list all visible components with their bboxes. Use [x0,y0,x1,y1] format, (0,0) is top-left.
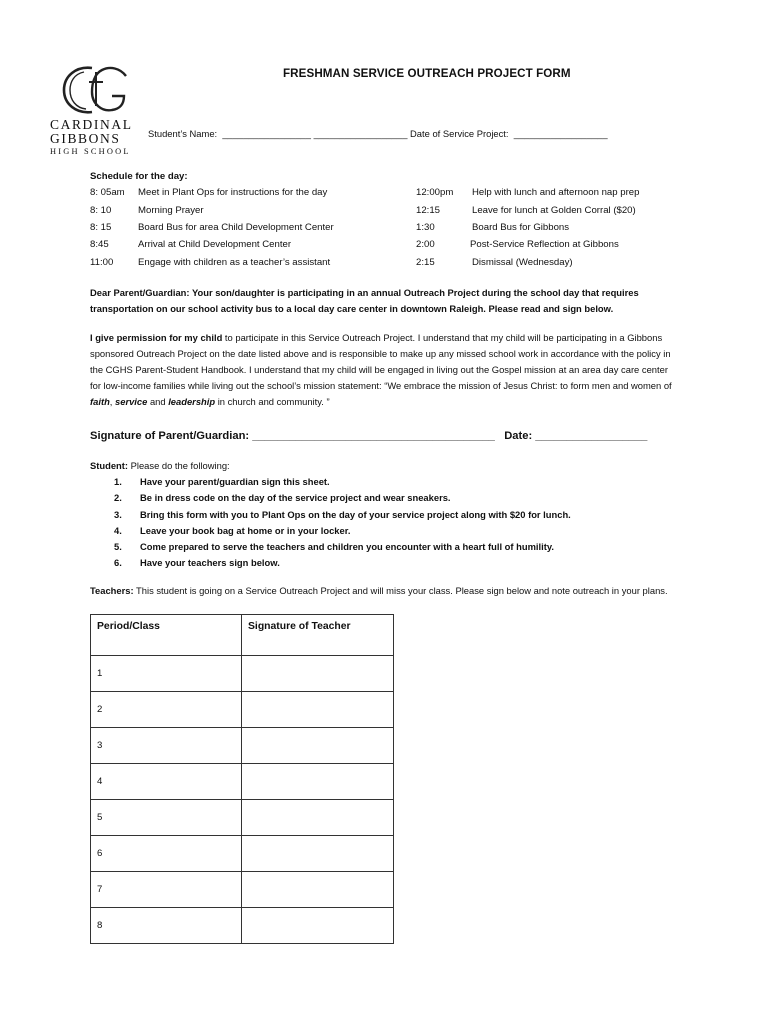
signature-cell[interactable] [242,656,394,692]
permission-paragraph [90,330,680,410]
parent-signature-line[interactable]: Signature of Parent/Guardian: _______________________________________ Date: __________________ [90,430,648,442]
step-text: Leave your book bag at home or in your locker. [140,524,351,536]
schedule-desc: Dismissal (Wednesday) [472,257,573,268]
period-cell: 8 [91,908,242,944]
schedule-desc: Meet in Plant Ops for instructions for the day [138,187,328,198]
step-text: Be in dress code on the day of the service project and wear sneakers. [140,492,451,504]
step-number: 6. [114,557,122,569]
step-text: Bring this form with you to Plant Ops on the day of your service project along with $20 for lunch. [140,508,571,520]
schedule-desc: Arrival at Child Development Center [138,239,292,250]
permission-closing: in church and community. ” [215,396,330,407]
period-cell: 1 [91,656,242,692]
signature-cell[interactable] [242,692,394,728]
schedule-desc: Help with lunch and afternoon nap prep [472,187,640,198]
signature-cell[interactable] [242,728,394,764]
list-item [90,490,571,506]
schedule-time: 8: 05am [90,187,125,198]
schedule-time: 2:15 [416,257,435,268]
cg-cross-emblem-icon [58,62,130,118]
logo-text-gibbons: GIBBONS [50,131,121,146]
student-name-date-line: Student’s Name: _________________ __________________ Date of Service Project: __________________ [148,128,608,139]
period-cell: 7 [91,872,242,908]
schedule-desc: Engage with children as a teacher’s assistant [138,257,331,268]
step-number: 1. [114,476,122,488]
schedule-desc: Post-Service Reflection at Gibbons [470,239,619,250]
teachers-note [90,583,680,599]
table-row [91,800,394,836]
mission-separator: , [109,396,116,407]
teacher-signature-table [90,614,394,944]
schedule-desc: Board Bus for Gibbons [472,222,570,233]
signature-cell[interactable] [242,872,394,908]
school-logo [50,62,142,157]
schedule-time: 8: 10 [90,205,112,216]
teachers-text: This student is going on a Service Outreach Project and will miss your class. Please sign below and note outreach in your plans. [133,585,668,596]
table-row [91,692,394,728]
period-cell: 3 [91,728,242,764]
schedule-time: 2:00 [416,239,435,250]
mission-word-faith: faith [90,396,110,407]
list-item [90,539,571,555]
step-number: 5. [114,541,122,553]
list-item [90,523,571,539]
list-item [90,555,571,571]
student-instructions [90,458,571,571]
permission-body: to participate in this Service Outreach Project. I understand that my child will be participating in a Gibbons sponsored Outreach Project on the date listed above and is responsible to make up any missed school work in accordance with the policy in the CGHS Parent-Student Handbook. I understand that my child will be engaged in living out the Gospel mission at an area day care center for low-income families while living out the school’s mission statement: “We embrace the mission of Jesus Christ: to form men and women of [90,332,672,391]
column-header-period: Period/Class [91,615,242,656]
schedule-time: 8:45 [90,239,109,250]
form-title: FRESHMAN SERVICE OUTREACH PROJECT FORM [283,67,571,80]
schedule-time: 12:00pm [416,187,454,198]
period-cell: 6 [91,836,242,872]
schedule-time: 12:15 [416,205,441,216]
schedule-heading: Schedule for the day: [90,171,188,182]
table-row [91,656,394,692]
logo-text-high-school: HIGH SCHOOL [50,147,131,156]
table-row [91,872,394,908]
student-intro: Please do the following: [128,460,230,471]
permission-lead: I give permission for my child [90,332,223,343]
student-label: Student: [90,460,129,471]
signature-cell[interactable] [242,800,394,836]
table-row [91,728,394,764]
schedule-time: 11:00 [90,257,114,268]
step-text: Come prepared to serve the teachers and children you encounter with a heart full of humility. [140,541,554,553]
schedule-desc: Board Bus for area Child Development Center [138,222,334,233]
period-cell: 5 [91,800,242,836]
step-number: 4. [114,524,122,536]
list-item [90,474,571,490]
logo-text-cardinal: CARDINAL [50,117,133,132]
signature-cell[interactable] [242,836,394,872]
table-row [91,836,394,872]
step-number: 2. [114,492,122,504]
mission-separator: and [147,396,169,407]
table-row [91,908,394,944]
schedule-desc: Morning Prayer [138,205,204,216]
table-header-row [91,615,394,656]
mission-word-service: service [115,396,148,407]
schedule-time: 8: 15 [90,222,112,233]
signature-cell[interactable] [242,764,394,800]
schedule-time: 1:30 [416,222,435,233]
parent-notice: Dear Parent/Guardian: Your son/daughter is participating in an annual Outreach Project during the school day that requires transportation on our school activity bus to a local day care center in downtown Raleigh. Please read and sign below. [90,287,639,314]
column-header-signature: Signature of Teacher [242,615,394,656]
step-text: Have your teachers sign below. [140,557,280,569]
mission-word-leadership: leadership [168,396,216,407]
signature-cell[interactable] [242,908,394,944]
step-text: Have your parent/guardian sign this sheet. [140,476,330,488]
table-row [91,764,394,800]
step-number: 3. [114,508,122,520]
teachers-label: Teachers: [90,585,134,596]
period-cell: 2 [91,692,242,728]
list-item [90,507,571,523]
period-cell: 4 [91,764,242,800]
schedule-desc: Leave for lunch at Golden Corral ($20) [472,205,636,216]
